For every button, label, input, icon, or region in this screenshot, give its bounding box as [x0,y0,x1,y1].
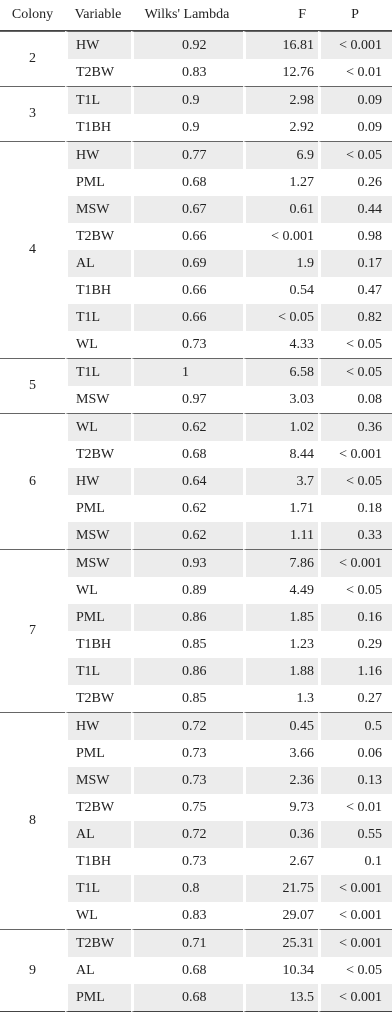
variable-cell: PML [65,495,131,522]
f-value-cell: 1.27 [243,169,318,196]
variable-cell: AL [65,957,131,984]
p-value-cell: < 0.05 [318,577,392,604]
p-value-cell: < 0.05 [318,358,392,386]
p-value-cell: 0.09 [318,114,392,141]
variable-cell: PML [65,740,131,767]
wilks-lambda-cell: 0.75 [131,794,243,821]
p-value-cell: < 0.001 [318,984,392,1012]
p-value-cell: < 0.001 [318,549,392,577]
variable-cell: HW [65,468,131,495]
wilks-lambda-cell: 0.83 [131,902,243,929]
wilks-lambda-cell: 1 [131,358,243,386]
p-value-cell: < 0.001 [318,929,392,957]
colony-cell: 8 [0,712,65,929]
wilks-lambda-cell: 0.97 [131,386,243,413]
p-value-cell: 0.27 [318,685,392,712]
p-value-cell: 0.29 [318,631,392,658]
p-value-cell: 0.26 [318,169,392,196]
table-row [0,31,392,59]
variable-cell: HW [65,31,131,59]
f-value-cell: 2.36 [243,767,318,794]
header-row [0,0,392,31]
p-value-cell: < 0.05 [318,468,392,495]
p-value-cell: 0.09 [318,86,392,114]
wilks-lambda-cell: 0.68 [131,169,243,196]
wilks-lambda-cell: 0.66 [131,223,243,250]
wilks-lambda-cell: 0.66 [131,304,243,331]
wilks-lambda-cell: 0.92 [131,31,243,59]
p-value-cell: 0.06 [318,740,392,767]
variable-cell: T2BW [65,685,131,712]
wilks-lambda-cell: 0.67 [131,196,243,223]
wilks-lambda-cell: 0.73 [131,848,243,875]
wilks-lambda-cell: 0.86 [131,604,243,631]
colony-cell: 3 [0,86,65,141]
wilks-lambda-cell: 0.68 [131,957,243,984]
p-value-cell: 0.08 [318,386,392,413]
wilks-lambda-cell: 0.93 [131,549,243,577]
f-value-cell: 25.31 [243,929,318,957]
table-row [0,413,392,441]
f-value-cell: < 0.001 [243,223,318,250]
wilks-lambda-cell: 0.68 [131,984,243,1012]
f-value-cell: 3.03 [243,386,318,413]
variable-cell: AL [65,821,131,848]
table-body [0,31,392,1012]
variable-cell: WL [65,413,131,441]
wilks-lambda-cell: 0.86 [131,658,243,685]
variable-cell: T2BW [65,929,131,957]
p-value-cell: < 0.001 [318,902,392,929]
f-value-cell: 4.33 [243,331,318,358]
p-value-cell: < 0.05 [318,957,392,984]
p-value-cell: 0.5 [318,712,392,740]
variable-cell: PML [65,169,131,196]
wilks-lambda-cell: 0.69 [131,250,243,277]
p-value-cell: < 0.001 [318,875,392,902]
wilks-lambda-cell: 0.89 [131,577,243,604]
p-value-cell: 0.1 [318,848,392,875]
f-value-cell: 1.88 [243,658,318,685]
variable-cell: T1L [65,304,131,331]
f-value-cell: 3.66 [243,740,318,767]
table-row [0,712,392,740]
f-value-cell: 9.73 [243,794,318,821]
p-value-cell: < 0.01 [318,59,392,86]
variable-cell: T2BW [65,441,131,468]
wilks-lambda-cell: 0.9 [131,86,243,114]
table-row [0,86,392,114]
wilks-lambda-cell: 0.66 [131,277,243,304]
table-row [0,358,392,386]
variable-cell: T1L [65,358,131,386]
f-value-cell: 1.3 [243,685,318,712]
f-value-cell: 6.9 [243,141,318,169]
f-value-cell: 8.44 [243,441,318,468]
f-value-cell: 0.36 [243,821,318,848]
header-p: P [318,0,392,31]
variable-cell: MSW [65,196,131,223]
f-value-cell: 1.23 [243,631,318,658]
variable-cell: WL [65,577,131,604]
variable-cell: T1BH [65,848,131,875]
variable-cell: T1L [65,86,131,114]
variable-cell: MSW [65,386,131,413]
wilks-lambda-cell: 0.62 [131,413,243,441]
variable-cell: T1BH [65,277,131,304]
wilks-lambda-cell: 0.72 [131,712,243,740]
p-value-cell: 0.13 [318,767,392,794]
p-value-cell: < 0.001 [318,31,392,59]
f-value-cell: < 0.05 [243,304,318,331]
wilks-lambda-cell: 0.85 [131,685,243,712]
variable-cell: HW [65,141,131,169]
wilks-lambda-cell: 0.73 [131,740,243,767]
p-value-cell: 0.17 [318,250,392,277]
wilks-lambda-cell: 0.62 [131,495,243,522]
p-value-cell: < 0.01 [318,794,392,821]
f-value-cell: 2.67 [243,848,318,875]
f-value-cell: 4.49 [243,577,318,604]
f-value-cell: 1.11 [243,522,318,549]
colony-cell: 9 [0,929,65,1012]
p-value-cell: 0.47 [318,277,392,304]
colony-cell: 4 [0,141,65,358]
f-value-cell: 0.54 [243,277,318,304]
variable-cell: MSW [65,522,131,549]
f-value-cell: 1.9 [243,250,318,277]
wilks-lambda-cell: 0.71 [131,929,243,957]
f-value-cell: 6.58 [243,358,318,386]
colony-cell: 2 [0,31,65,86]
variable-cell: PML [65,984,131,1012]
f-value-cell: 2.92 [243,114,318,141]
f-value-cell: 3.7 [243,468,318,495]
variable-cell: T2BW [65,223,131,250]
variable-cell: MSW [65,767,131,794]
p-value-cell: 0.36 [318,413,392,441]
wilks-lambda-cell: 0.8 [131,875,243,902]
variable-cell: T1L [65,875,131,902]
f-value-cell: 1.02 [243,413,318,441]
variable-cell: MSW [65,549,131,577]
f-value-cell: 2.98 [243,86,318,114]
f-value-cell: 7.86 [243,549,318,577]
table-row [0,141,392,169]
p-value-cell: 0.55 [318,821,392,848]
f-value-cell: 10.34 [243,957,318,984]
header-wilks-lambda: Wilks' Lambda [131,0,243,31]
wilks-lambda-cell: 0.62 [131,522,243,549]
p-value-cell: 0.44 [318,196,392,223]
p-value-cell: 0.18 [318,495,392,522]
wilks-lambda-cell: 0.73 [131,331,243,358]
wilks-lambda-cell: 0.68 [131,441,243,468]
p-value-cell: < 0.05 [318,331,392,358]
wilks-lambda-cell: 0.77 [131,141,243,169]
wilks-lambda-cell: 0.72 [131,821,243,848]
f-value-cell: 1.85 [243,604,318,631]
header-variable: Variable [65,0,131,31]
variable-cell: T2BW [65,59,131,86]
f-value-cell: 16.81 [243,31,318,59]
f-value-cell: 29.07 [243,902,318,929]
variable-cell: PML [65,604,131,631]
f-value-cell: 12.76 [243,59,318,86]
header-f: F [243,0,318,31]
p-value-cell: 0.16 [318,604,392,631]
f-value-cell: 21.75 [243,875,318,902]
p-value-cell: 0.82 [318,304,392,331]
wilks-lambda-cell: 0.85 [131,631,243,658]
variable-cell: T1BH [65,114,131,141]
variable-cell: T1BH [65,631,131,658]
variable-cell: T2BW [65,794,131,821]
p-value-cell: < 0.001 [318,441,392,468]
header-colony: Colony [0,0,65,31]
f-value-cell: 1.71 [243,495,318,522]
colony-cell: 6 [0,413,65,549]
p-value-cell: 0.33 [318,522,392,549]
f-value-cell: 13.5 [243,984,318,1012]
variable-cell: T1L [65,658,131,685]
p-value-cell: < 0.05 [318,141,392,169]
wilks-lambda-cell: 0.83 [131,59,243,86]
variable-cell: WL [65,331,131,358]
colony-cell: 5 [0,358,65,413]
wilks-lambda-cell: 0.9 [131,114,243,141]
variable-cell: HW [65,712,131,740]
table-row [0,549,392,577]
p-value-cell: 0.98 [318,223,392,250]
colony-cell: 7 [0,549,65,712]
wilks-lambda-cell: 0.64 [131,468,243,495]
variable-cell: AL [65,250,131,277]
f-value-cell: 0.61 [243,196,318,223]
wilks-lambda-cell: 0.73 [131,767,243,794]
f-value-cell: 0.45 [243,712,318,740]
p-value-cell: 1.16 [318,658,392,685]
variable-cell: WL [65,902,131,929]
